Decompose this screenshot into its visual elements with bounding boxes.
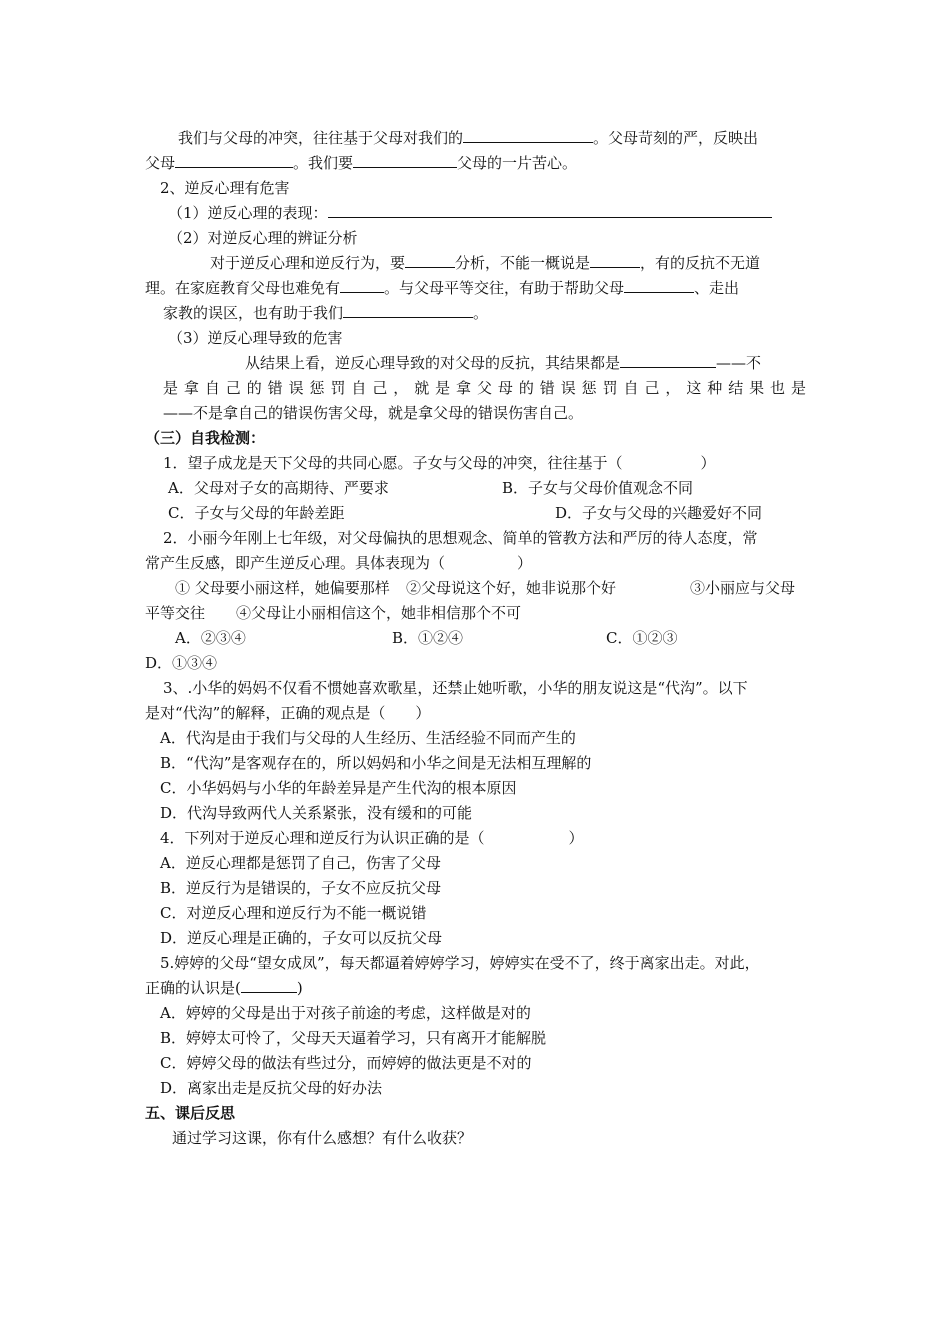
q2-option-a: A．②③④ bbox=[175, 629, 246, 647]
q5-stem-2 bbox=[145, 976, 303, 1001]
fill-blank[interactable] bbox=[340, 276, 384, 293]
reflection-text: 通过学习这课，你有什么感想？有什么收获？ bbox=[172, 1129, 473, 1147]
analysis-line-2 bbox=[145, 276, 739, 301]
section-heading: 2、逆反心理有危害 bbox=[160, 179, 290, 197]
answer-slot[interactable] bbox=[241, 976, 297, 993]
q2-stem-2 bbox=[145, 551, 532, 576]
text: 、走出 bbox=[694, 279, 740, 297]
q2-option-d: D．①③④ bbox=[145, 654, 218, 672]
q2-statement-1: ① 父母要小丽这样，她偏要那样 bbox=[175, 579, 390, 597]
fill-blank[interactable] bbox=[620, 351, 716, 368]
q1-option-b: B．子女与父母价值观念不同 bbox=[502, 479, 694, 497]
q5-option-c: C．婷婷父母的做法有些过分，而婷婷的做法更是不对的 bbox=[160, 1054, 532, 1072]
fill-blank[interactable] bbox=[405, 251, 455, 268]
text: 从结果上看，逆反心理导致的对父母的反抗，其结果都是 bbox=[245, 354, 621, 372]
fill-blank[interactable] bbox=[463, 126, 593, 143]
conflict-line-2 bbox=[145, 151, 577, 176]
q4-option-d: D．逆反心理是正确的，子女可以反抗父母 bbox=[160, 929, 443, 947]
analysis-line-3 bbox=[163, 301, 488, 326]
text: 父母 bbox=[145, 154, 176, 172]
harm-line-1 bbox=[245, 351, 761, 376]
harm-line-3: ——不是拿自己的错误伤害父母，就是拿父母的错误伤害自己。 bbox=[163, 404, 584, 422]
q3-stem-1: 3、.小华的妈妈不仅看不惯她喜欢歌星，还禁止她听歌，小华的朋友说这是“代沟”。以下 bbox=[163, 679, 748, 697]
text: 是对“代沟”的解释，正确的观点是（ bbox=[145, 704, 386, 722]
text: 。与父母平等交往，有助于帮助父母 bbox=[384, 279, 625, 297]
fill-blank[interactable] bbox=[343, 301, 473, 318]
text: 。父母苛刻的严，反映出 bbox=[593, 129, 759, 147]
item-2: （2）对逆反心理的辨证分析 bbox=[168, 229, 358, 247]
text: 家教的误区，也有助于我们 bbox=[163, 304, 344, 322]
text: 。我们要 bbox=[293, 154, 354, 172]
text: ) bbox=[296, 979, 303, 997]
q2-statement-3-cont: 平等交往 bbox=[145, 604, 206, 622]
q2-stem-1: 2．小丽今年刚上七年级，对父母偏执的思想观念、简单的管教方法和严厉的待人态度，常 bbox=[163, 529, 758, 547]
fill-blank[interactable] bbox=[328, 201, 772, 218]
text: 1．望子成龙是天下父母的共同心愿。子女与父母的冲突，往往基于（ bbox=[163, 454, 623, 472]
conflict-line-1 bbox=[178, 126, 758, 151]
text: ——不 bbox=[716, 354, 762, 372]
fill-blank[interactable] bbox=[175, 151, 293, 168]
text: 正确的认识是( bbox=[145, 979, 241, 997]
q1-option-a: A．父母对子女的高期待、严要求 bbox=[168, 479, 389, 497]
item-1 bbox=[168, 201, 772, 226]
q5-option-a: A．婷婷的父母是出于对孩子前途的考虑，这样做是对的 bbox=[160, 1004, 531, 1022]
text: 理。在家庭教育父母也难免有 bbox=[145, 279, 341, 297]
reflection-heading: 五、课后反思 bbox=[145, 1104, 236, 1122]
q1-stem bbox=[163, 451, 716, 476]
text: 常产生反感，即产生逆反心理。具体表现为（ bbox=[145, 554, 446, 572]
harm-line-2: 是拿自己的错误惩罚自己，就是拿父母的错误惩罚自己，这种结果也是 bbox=[163, 379, 806, 397]
fill-blank[interactable] bbox=[353, 151, 457, 168]
q5-option-d: D．离家出走是反抗父母的好办法 bbox=[160, 1079, 383, 1097]
text: 。 bbox=[473, 304, 489, 322]
q5-stem-1: 5.婷婷的父母“望女成凤”，每天都逼着婷婷学习，婷婷实在受不了，终于离家出走。对此， bbox=[160, 954, 760, 972]
q1-option-c: C．子女与父母的年龄差距 bbox=[168, 504, 345, 522]
item-3: （3）逆反心理导致的危害 bbox=[168, 329, 343, 347]
q3-option-c: C．小华妈妈与小华的年龄差异是产生代沟的根本原因 bbox=[160, 779, 517, 797]
q2-option-b: B．①②④ bbox=[392, 629, 464, 647]
q3-option-a: A．代沟是由于我们与父母的人生经历、生活经验不同而产生的 bbox=[160, 729, 576, 747]
q3-option-b: B．“代沟”是客观存在的，所以妈妈和小华之间是无法相互理解的 bbox=[160, 754, 592, 772]
text: 父母的一片苦心。 bbox=[457, 154, 578, 172]
analysis-line-1 bbox=[210, 251, 760, 276]
text: （1）逆反心理的表现： bbox=[168, 204, 328, 222]
text: 分析，不能一概说是 bbox=[455, 254, 591, 272]
q4-stem bbox=[160, 826, 584, 851]
text: 对于逆反心理和逆反行为，要 bbox=[210, 254, 406, 272]
q2-option-c: C．①②③ bbox=[606, 629, 678, 647]
text: ） bbox=[517, 554, 533, 572]
q5-option-b: B．婷婷太可怜了，父母天天逼着学习，只有离开才能解脱 bbox=[160, 1029, 547, 1047]
q1-option-d: D．子女与父母的兴趣爱好不同 bbox=[555, 504, 763, 522]
q4-option-c: C．对逆反心理和逆反行为不能一概说错 bbox=[160, 904, 427, 922]
q2-statement-3: ③小丽应与父母 bbox=[690, 579, 796, 597]
q4-option-b: B．逆反行为是错误的，子女不应反抗父母 bbox=[160, 879, 442, 897]
text: ，有的反抗不无道 bbox=[640, 254, 761, 272]
fill-blank[interactable] bbox=[624, 276, 694, 293]
selftest-heading: （三）自我检测： bbox=[145, 429, 266, 447]
q3-option-d: D．代沟导致两代人关系紧张，没有缓和的可能 bbox=[160, 804, 473, 822]
text: ） bbox=[568, 829, 584, 847]
q4-option-a: A．逆反心理都是惩罚了自己，伤害了父母 bbox=[160, 854, 441, 872]
fill-blank[interactable] bbox=[590, 251, 640, 268]
q2-statement-4: ④父母让小丽相信这个，她非相信那个不可 bbox=[236, 604, 522, 622]
text: 4．下列对于逆反心理和逆反行为认识正确的是（ bbox=[160, 829, 485, 847]
text: ） bbox=[415, 704, 431, 722]
q2-statement-2: ②父母说这个好，她非说那个好 bbox=[406, 579, 617, 597]
q3-stem-2 bbox=[145, 701, 430, 726]
text: 我们与父母的冲突，往往基于父母对我们的 bbox=[178, 129, 464, 147]
text: ） bbox=[700, 454, 716, 472]
